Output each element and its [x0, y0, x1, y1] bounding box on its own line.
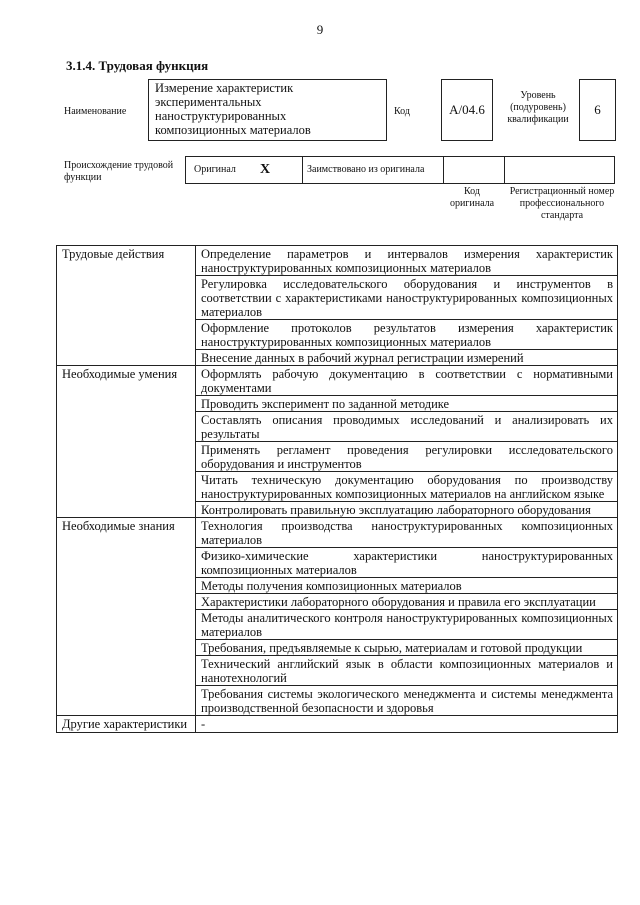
- name-label: Наименование: [64, 106, 127, 117]
- original-mark: X: [260, 162, 271, 177]
- item-cell: Характеристики лабораторного оборудования и правила его эксплуатации: [196, 594, 618, 610]
- table-row: [57, 366, 618, 396]
- table-row: [57, 246, 618, 276]
- item-cell: Проводить эксперимент по заданной методике: [196, 396, 618, 412]
- original-cell: [186, 157, 303, 183]
- name-value: Измерение характеристик экспериментальных наноструктурированных композиционных материалов: [155, 81, 311, 137]
- borrowed-cell: [303, 157, 444, 183]
- origin-table: [185, 156, 615, 184]
- item-cell: Требования системы экологического менеджмента и системы менеджмента производственной безопасности и здоровья: [196, 686, 618, 716]
- item-cell: Контролировать правильную эксплуатацию лабораторного оборудования: [196, 502, 618, 518]
- category-cell: Другие характеристики: [57, 716, 196, 733]
- reg-number-cell: [505, 157, 614, 183]
- code-original-label: Код оригинала: [449, 186, 495, 209]
- item-cell: Внесение данных в рабочий журнал регистрации измерений: [196, 350, 618, 366]
- item-cell: Требования, предъявляемые к сырью, материалам и готовой продукции: [196, 640, 618, 656]
- page-number: 9: [316, 22, 324, 37]
- category-cell: Трудовые действия: [57, 246, 196, 366]
- original-label: Оригинал: [194, 164, 236, 175]
- category-cell: Необходимые знания: [57, 518, 196, 716]
- item-cell: Регулировка исследовательского оборудования и инструментов в соответствии с характеристиками наноструктурированных композиционных материалов: [196, 276, 618, 320]
- item-cell: Методы получения композиционных материалов: [196, 578, 618, 594]
- qualification-level-value: 6: [594, 102, 601, 117]
- item-cell: Определение параметров и интервалов измерения характеристик наноструктурированных композиционных материалов: [196, 246, 618, 276]
- reg-number-label: Регистрационный номер профессионального стандарта: [509, 186, 615, 221]
- qualification-level-label: Уровень (подуровень) квалификации: [507, 90, 569, 125]
- labor-function-table: [56, 245, 618, 733]
- code-original-cell: [444, 157, 505, 183]
- item-cell: Оформлять рабочую документацию в соответствии с нормативными документами: [196, 366, 618, 396]
- name-value-box: [148, 79, 387, 141]
- section-title: 3.1.4. Трудовая функция: [66, 58, 209, 73]
- item-cell: Физико-химические характеристики наноструктурированных композиционных материалов: [196, 548, 618, 578]
- code-value: A/04.6: [449, 102, 485, 117]
- item-cell: Применять регламент проведения регулировки исследовательского оборудования и инструментов: [196, 442, 618, 472]
- borrowed-label: Заимствовано из оригинала: [307, 164, 425, 175]
- item-cell: Методы аналитического контроля наноструктурированных композиционных материалов: [196, 610, 618, 640]
- item-cell: Технический английский язык в области композиционных материалов и нанотехнологий: [196, 656, 618, 686]
- table-row: [57, 716, 618, 733]
- item-cell: Читать техническую документацию оборудования по производству наноструктурированных композиционных материалов на английском языке: [196, 472, 618, 502]
- category-cell: Необходимые умения: [57, 366, 196, 518]
- origin-label: Происхождение трудовой функции: [64, 160, 174, 183]
- item-cell: Составлять описания проводимых исследований и анализировать их результаты: [196, 412, 618, 442]
- code-value-box: [441, 79, 493, 141]
- item-cell: Оформление протоколов результатов измерения характеристик наноструктурированных композиционных материалов: [196, 320, 618, 350]
- item-cell: -: [196, 716, 618, 733]
- table-row: [57, 518, 618, 548]
- code-label: Код: [394, 106, 410, 117]
- qualification-level-box: [579, 79, 616, 141]
- item-cell: Технология производства наноструктурированных композиционных материалов: [196, 518, 618, 548]
